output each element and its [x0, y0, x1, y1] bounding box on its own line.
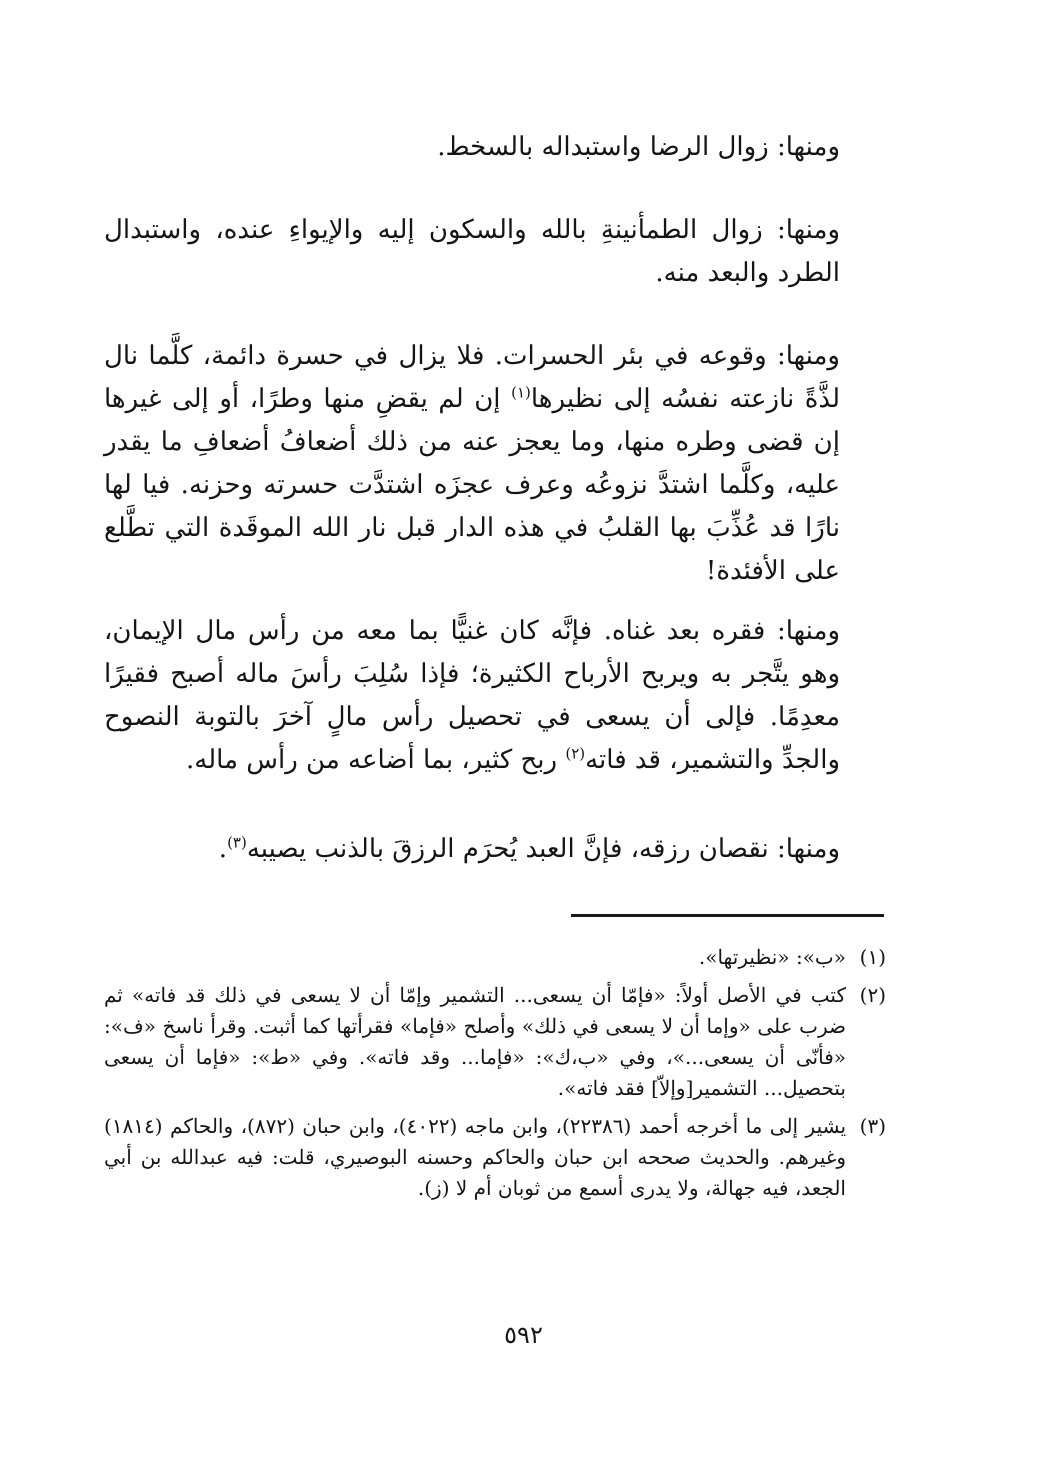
footnote-1 [104, 942, 886, 973]
footnote-2-number: (٢) [859, 983, 886, 1007]
footnote-divider [571, 914, 884, 917]
footnote-reference-1: (١) [511, 383, 531, 402]
paragraph-3-text-before: ومنها: وقوعه في بئر الحسرات. فلا يزال في حسرة دائمة، كلَّما نال لذَّةً نازعته نفسُه إلى نظيرها [104, 341, 840, 414]
paragraph-2-text: ومنها: زوال الطمأنينةِ بالله والسكون إليه والإيواءِ عنده، واستبدال الطرد والبعد منه. [104, 215, 840, 288]
footnote-reference-2: (٢) [565, 744, 586, 763]
footnote-2-text: كتب في الأصل أولاً: «فإمّا أن يسعى... التشمير وإمّا أن لا يسعى في ذلك قد فاته» ثم ضرب على «وإما أن لا يسعى في ذلك» وأصلح «فإما» فقرأتها كما أثبت. وقرأ ناسخ «ف»: «فأنّى أن يسعى...»، وفي «ب،ك»: «فإما... وقد فاته». وفي «ط»: «فإما أن يسعى بتحصيل... التشمير[وإلاّ] فقد فاته». [104, 983, 846, 1100]
footnote-1-text: «ب»: «نظيرتها». [698, 945, 846, 969]
footnote-1-number: (١) [859, 945, 886, 969]
footnote-3-number: (٣) [859, 1114, 886, 1138]
footnotes-section [104, 942, 886, 1211]
paragraph-2 [104, 209, 840, 295]
paragraph-3-text-after: إن لم يقضِ منها وطرًا، أو إلى غيرها إن قضى وطره منها، وما يعجز عنه من ذلك أضعافُ أضعافِ ما يقدر عليه، وكلَّما اشتدَّ نزوعُه وعرف عجزَه اشتدَّت حسرته وحزنه. فيا لها نارًا قد عُذِّبَ بها القلبُ في هذه الدار قبل نار الله الموقَدة التي تطَّلع على الأفئدة! [104, 384, 840, 586]
page-number: ٥٩٢ [504, 1321, 543, 1349]
paragraph-4 [104, 610, 840, 782]
footnote-2 [104, 980, 886, 1104]
paragraph-4-text-before: ومنها: فقره بعد غناه. فإنَّه كان غنيًّا بما معه من رأس مال الإيمان، وهو يتَّجر به ويربح الأرباح الكثيرة؛ فإذا سُلِبَ رأسَ ماله أصبح فقيرًا معدِمًا. فإلى أن يسعى في تحصيل رأس مالٍ آخرَ بالتوبة النصوح والجدِّ والتشمير، قد فاته [104, 616, 840, 775]
paragraph-4-text-after: ربح كثير، بما أضاعه من رأس ماله. [186, 745, 566, 775]
footnote-3-text: يشير إلى ما أخرجه أحمد (٢٢٣٨٦)، وابن ماجه (٤٠٢٢)، وابن حبان (٨٧٢)، والحاكم (١٨١٤) وغيرهم. والحديث صححه ابن حبان والحاكم وحسنه البوصيري، قلت: فيه عبدالله بن أبي الجعد، فيه جهالة، ولا يدرى أسمع من ثوبان أم لا (ز). [104, 1114, 847, 1200]
paragraph-5-text-after: . [218, 834, 228, 864]
footnote-3 [104, 1111, 886, 1204]
footnote-reference-3: (٣) [227, 833, 247, 852]
paragraph-5-text-before: ومنها: نقصان رزقه، فإنَّ العبد يُحرَم الرزقَ بالذنب يصيبه [246, 834, 840, 864]
paragraph-3 [104, 335, 840, 593]
paragraph-5 [104, 828, 840, 871]
paragraph-1 [104, 126, 840, 169]
paragraph-1-text: ومنها: زوال الرضا واستبداله بالسخط. [437, 132, 840, 162]
